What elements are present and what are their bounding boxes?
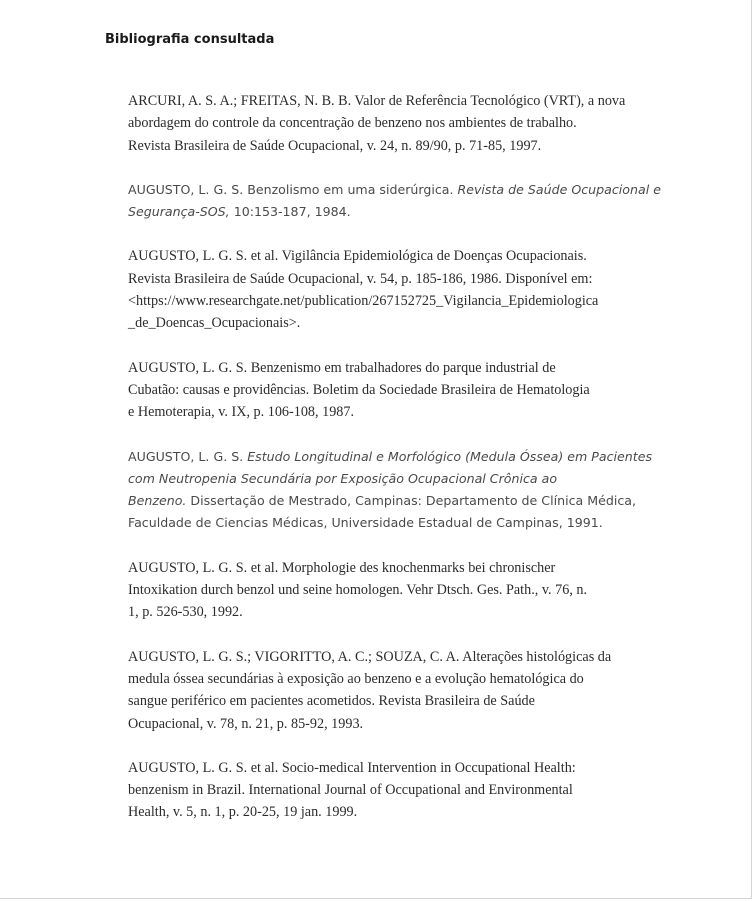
- reference-line: [128, 268, 648, 290]
- reference-line: [128, 490, 648, 512]
- reference-text: Revista Brasileira de Saúde Ocupacional, v. 24, n. 89/90, p. 71-85, 1997.: [128, 137, 542, 154]
- reference-text: 1, p. 526-530, 1992.: [128, 604, 243, 621]
- reference-entry: [128, 557, 648, 624]
- reference-text: AUGUSTO, L. G. S. et al. Morphologie des knochenmarks bei chronischer: [128, 559, 556, 576]
- reference-italic-text: Benzeno.: [128, 493, 187, 509]
- reference-line: [128, 668, 648, 690]
- reference-line: [128, 646, 648, 668]
- reference-line: [128, 245, 648, 267]
- reference-text: benzenism in Brazil. International Journal of Occupational and Environmental: [128, 782, 573, 799]
- reference-text: <https://www.researchgate.net/publication/267152725_Vigilancia_Epidemiologica: [128, 293, 599, 310]
- reference-line: [128, 468, 648, 490]
- section-heading: Bibliografia consultada: [105, 32, 275, 47]
- reference-entry: [128, 446, 653, 535]
- reference-line: [128, 801, 648, 823]
- reference-line: [128, 446, 653, 468]
- reference-entry: [128, 179, 661, 224]
- reference-line: [128, 90, 648, 112]
- reference-text: AUGUSTO, L. G. S. Benzenismo em trabalhadores do parque industrial de: [128, 359, 556, 376]
- reference-italic-text: com Neutropenia Secundária por Exposição Ocupacional Crônica ao: [128, 470, 558, 486]
- reference-text: AUGUSTO, L. G. S. et al. Vigilância Epidemiológica de Doenças Ocupacionais.: [128, 248, 587, 265]
- reference-line: [128, 601, 648, 623]
- reference-line: [128, 379, 648, 401]
- reference-line: [128, 690, 648, 712]
- reference-entry: [128, 757, 648, 824]
- reference-line: [128, 201, 648, 223]
- reference-line: [128, 779, 648, 801]
- reference-line: [128, 557, 648, 579]
- reference-text: Dissertação de Mestrado, Campinas: Departamento de Clínica Médica,: [186, 493, 636, 509]
- reference-text: AUGUSTO, L. G. S.; VIGORITTO, A. C.; SOUZA, C. A. Alterações histológicas da: [128, 648, 612, 665]
- reference-line: [128, 312, 648, 334]
- reference-line: [128, 512, 648, 534]
- reference-text: Health, v. 5, n. 1, p. 20-25, 19 jan. 1999.: [128, 804, 358, 821]
- reference-entry: [128, 245, 648, 334]
- reference-italic-text: Estudo Longitudinal e Morfológico (Medula Óssea) em Pacientes: [247, 448, 653, 464]
- reference-text: medula óssea secundárias à exposição ao benzeno e a evolução hematológica do: [128, 670, 584, 687]
- reference-text: Ocupacional, v. 78, n. 21, p. 85-92, 1993.: [128, 715, 364, 732]
- reference-line: [128, 579, 648, 601]
- reference-text: AUGUSTO, L. G. S.: [128, 448, 248, 464]
- reference-line: [128, 112, 648, 134]
- reference-text: sangue periférico em pacientes acometidos. Revista Brasileira de Saúde: [128, 693, 535, 710]
- reference-line: [128, 401, 648, 423]
- reference-line: [128, 357, 648, 379]
- reference-line: [128, 135, 648, 157]
- reference-text: 10:153-187, 1984.: [229, 204, 351, 220]
- reference-line: [128, 179, 661, 201]
- reference-text: Revista Brasileira de Saúde Ocupacional, v. 54, p. 185-186, 1986. Disponível em:: [128, 270, 593, 287]
- reference-text: Intoxikation durch benzol und seine homologen. Vehr Dtsch. Ges. Path., v. 76, n.: [128, 582, 588, 599]
- reference-italic-text: Revista de Saúde Ocupacional e: [457, 181, 661, 197]
- reference-list: [128, 90, 661, 846]
- reference-line: [128, 757, 648, 779]
- reference-text: AUGUSTO, L. G. S. et al. Socio-medical Intervention in Occupational Health:: [128, 759, 576, 776]
- reference-text: Cubatão: causas e providências. Boletim da Sociedade Brasileira de Hematologia: [128, 381, 590, 398]
- reference-text: abordagem do controle da concentração de benzeno nos ambientes de trabalho.: [128, 115, 577, 132]
- reference-text: ARCURI, A. S. A.; FREITAS, N. B. B. Valor de Referência Tecnológico (VRT), a nova: [128, 93, 626, 109]
- reference-text: e Hemoterapia, v. IX, p. 106-108, 1987.: [128, 404, 355, 421]
- reference-line: [128, 290, 648, 312]
- reference-text: _de_Doencas_Ocupacionais>.: [128, 315, 301, 332]
- reference-entry: [128, 646, 648, 735]
- reference-italic-text: Segurança-SOS,: [128, 204, 230, 220]
- reference-text: Faculdade de Ciencias Médicas, Universidade Estadual de Campinas, 1991.: [128, 515, 603, 531]
- reference-entry: [128, 90, 648, 157]
- reference-entry: [128, 357, 648, 424]
- reference-text: AUGUSTO, L. G. S. Benzolismo em uma siderúrgica.: [128, 181, 458, 197]
- reference-line: [128, 713, 648, 735]
